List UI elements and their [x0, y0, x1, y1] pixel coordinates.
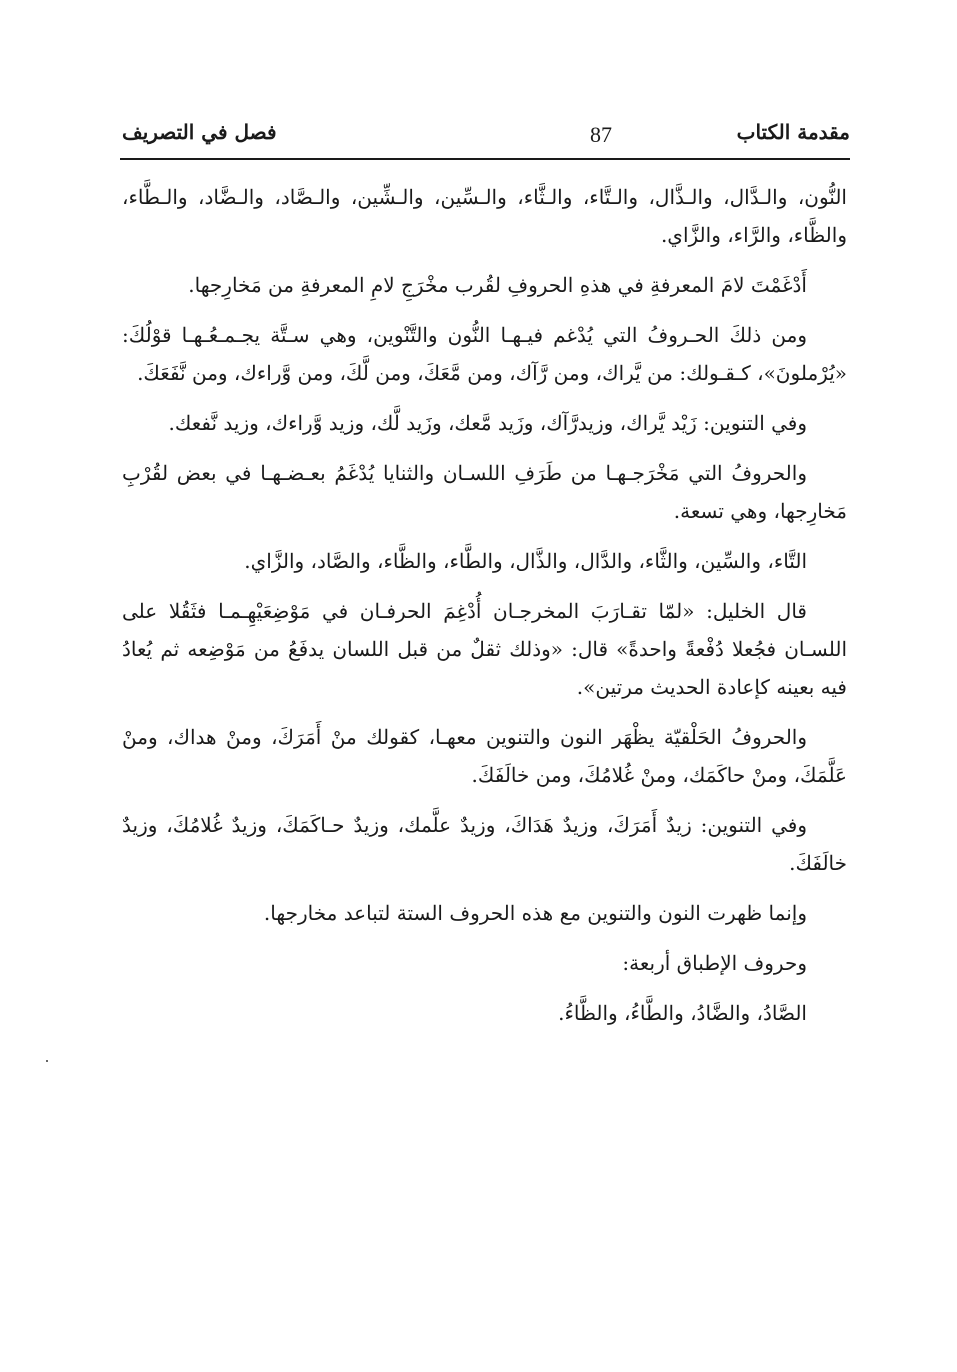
page-header — [120, 118, 850, 160]
page-number: 87 — [590, 122, 612, 147]
paragraph: والحروفُ التي مَخْرَجـهـا من طَرَفِ اللسـان والثنايا يُدْغَمُ بعـضـهـا في بعض لقُرْبِ مَخارِجها، وهي تسعة. — [122, 461, 847, 523]
paragraph: أَدْغَمْتَ لامَ المعرفةِ في هذهِ الحروفِ لقُرب مخْرَجِ لامِ المعرفةِ من مَخارِجها. — [188, 273, 807, 297]
paragraph: قال الخليل: «لمّا تقـارَبَ المخرجـان أُدْغِمَ الحرفـان في مَوْضِعَيْهِـمـا فثَقُلا على اللسـان فجُعلا دُفْعةً واحدةً» قال: «وذلك ثقلٌ من قبل اللسان يدفَعُ من مَوْضِعه ثم يُعادُ فيه بعينه كإعادة الحديث مرتين». — [122, 599, 847, 699]
paragraph: الصَّادُ، والضَّادُ، والطَّاءُ، والظَّاءُ. — [558, 1001, 807, 1025]
paragraph: وحروف الإطباق أربعة: — [622, 951, 807, 975]
paragraph: وفي التنوين: زَيْد يَّراك، وزيدرَّآك، وزَيد مَّعك، وزَيد لَّك، وزيد وَّراءك، وزيد نَّفعك. — [168, 411, 807, 435]
scan-speck — [46, 1060, 48, 1062]
paragraph: وإنما ظهرت النون والتنوين مع هذه الحروف الستة لتباعد مخارجها. — [263, 901, 807, 925]
page-body — [122, 178, 847, 1044]
paragraph: التَّاء، والسِّين، والثَّاء، والدَّال، والذَّال، والطَّاء، والظَّاء، والصَّاد، والزَّاي. — [244, 549, 807, 573]
paragraph: ومن ذلكَ الحـروفُ التي يُدْغم فيـهـا النُّون والتَّنْوين، وهي سـتَّة يجـمـعُـهـا قوْلُكَ: «يُرْملونَ»، كـقـولك: من يَّراك، ومن رَّآك، ومن مَّعَكَ، ومن لَّكَ، ومن وَّراءك، ومن نَّفَعَكَ. — [122, 323, 847, 385]
section-title: فصل في التصريف — [122, 120, 277, 144]
chapter-title: مقدمة الكتاب — [736, 120, 850, 144]
paragraph: النُّون، والـدَّال، والـذَّال، والـتَّاء، والـثَّاء، والـسِّين، والـشِّين، والـصَّاد، والـضَّاد، والـطَّاء، والظَّاء، والرَّاء، والزَّاي. — [122, 185, 847, 247]
paragraph: وفي التنوين: زيدٌ أَمَرَكَ، وزيدٌ هَدَاكَ، وزيدٌ علَّمك، وزيدٌ حـاكَمَكَ، وزيدٌ غُلامُكَ، وزيدٌ خالَفَكَ. — [122, 813, 847, 875]
paragraph: والحروفُ الحَلْقيّة يظْهَر النون والتنوين معهـا، كقولك منْ أَمَرَكَ، ومنْ هداك، ومنْ عَلَّمَكَ، ومنْ حاكَمَك، ومنْ غُلامُكَ، ومن خالَفَكَ. — [122, 725, 847, 787]
